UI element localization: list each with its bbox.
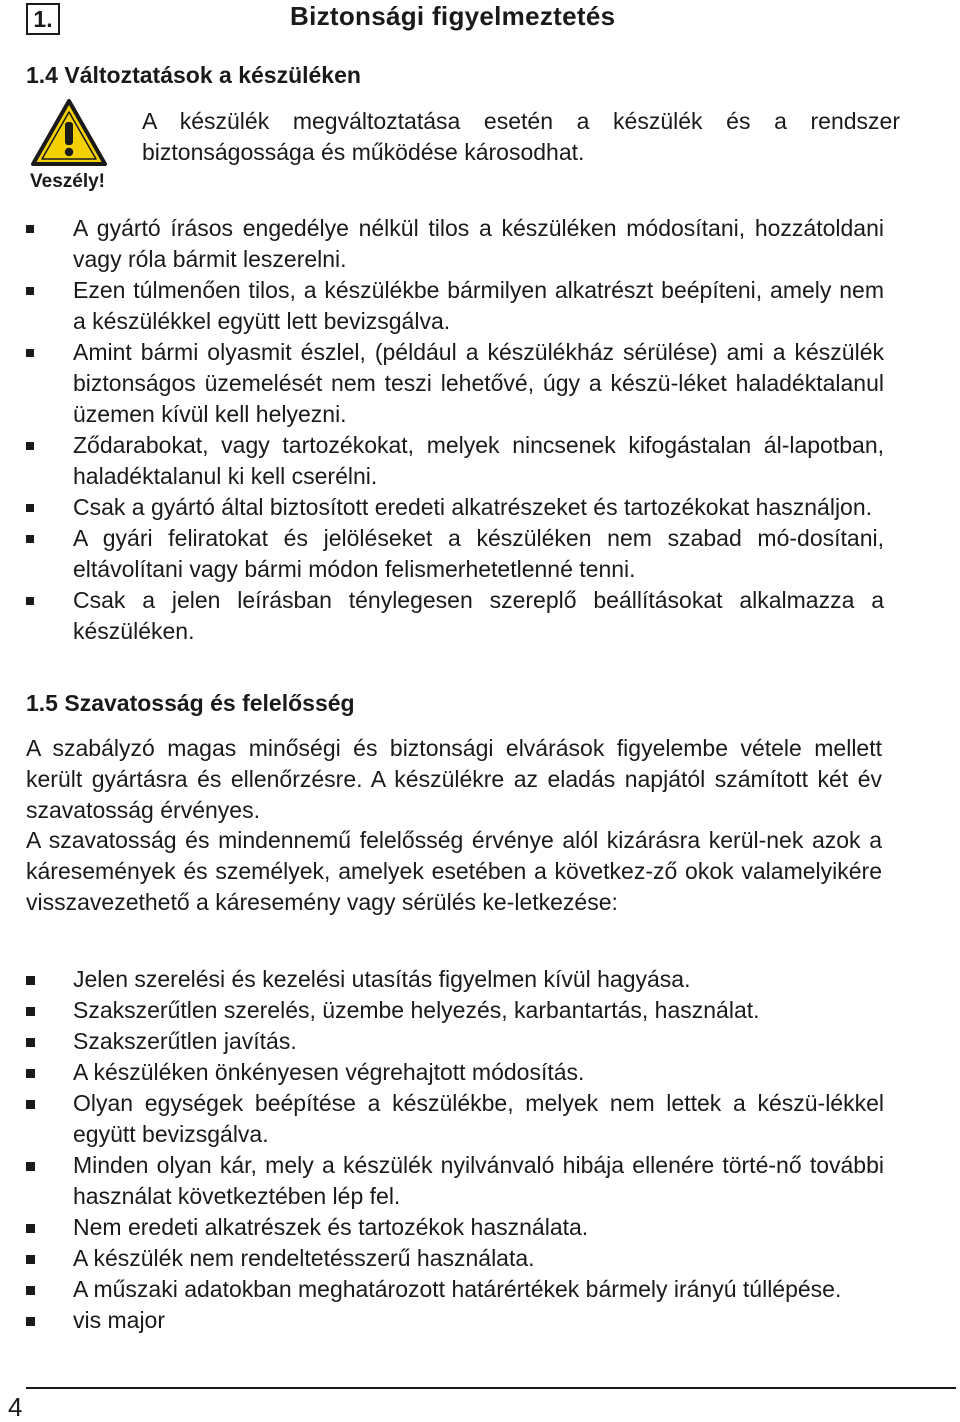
list-item: A gyártó írásos engedélye nélkül tilos a készüléken módosítani, hozzátoldani vagy róla bármit leszerelni. bbox=[26, 213, 884, 275]
changes-bullet-list bbox=[26, 213, 884, 647]
bullet-icon bbox=[26, 1255, 35, 1264]
list-item: A készülék nem rendeltetésszerű használata. bbox=[26, 1243, 884, 1274]
bullet-icon bbox=[26, 442, 34, 450]
list-item: A műszaki adatokban meghatározott határértékek bármely irányú túllépése. bbox=[26, 1274, 884, 1305]
warning-text: A készülék megváltoztatása esetén a készülék és a rendszer biztonságossága és működése károsodhat. bbox=[142, 108, 900, 165]
bullet-icon bbox=[26, 1162, 35, 1171]
bullet-icon bbox=[26, 1317, 35, 1326]
list-item: vis major bbox=[26, 1305, 884, 1336]
list-item: Csak a gyártó által biztosított eredeti alkatrészeket és tartozékokat használjon. bbox=[26, 492, 884, 523]
warning-triangle-icon bbox=[30, 98, 108, 168]
bullet-icon bbox=[26, 535, 34, 543]
section-title-changes: 1.4 Változtatások a készüléken bbox=[26, 62, 361, 88]
bullet-icon bbox=[26, 1007, 35, 1016]
section-title-warranty: 1.5 Szavatosság és felelősség bbox=[26, 690, 355, 716]
list-item: Amint bármi olyasmit észlel, (például a készülékház sérülése) ami a készülék biztonságos üzemelését nem teszi lehetővé, úgy a készü-léket haladéktalanul üzemen kívül kell helyezni. bbox=[26, 337, 884, 430]
list-item: Minden olyan kár, mely a készülék nyilvánvaló hibája ellenére törté-nő további használat következtében lép fel. bbox=[26, 1150, 884, 1212]
list-item: Csak a jelen leírásban ténylegesen szereplő beállításokat alkalmazza a készüléken. bbox=[26, 585, 884, 647]
list-item: Nem eredeti alkatrészek és tartozékok használata. bbox=[26, 1212, 884, 1243]
footer-divider bbox=[26, 1387, 956, 1389]
warranty-paragraph: A szabályzó magas minőségi és biztonsági elvárások figyelembe vétele mellett került gyártásra és ellenőrzésre. A készülékre az eladás napjától számított két év szavatosság érvényes. bbox=[26, 735, 882, 823]
list-item: Ezen túlmenően tilos, a készülékbe bármilyen alkatrészt beépíteni, amely nem a készülékkel együtt lett bevizsgálva. bbox=[26, 275, 884, 337]
page-header-title: Biztonsági figyelmeztetés bbox=[290, 1, 616, 31]
bullet-icon bbox=[26, 1224, 35, 1233]
list-item: A gyári feliratokat és jelöléseket a készüléken nem szabad mó-dosítani, eltávolítani vagy bármi módon felismerhetetlenné tenni. bbox=[26, 523, 884, 585]
bullet-icon bbox=[26, 504, 34, 512]
list-item: Jelen szerelési és kezelési utasítás figyelmen kívül hagyása. bbox=[26, 964, 884, 995]
exclusions-bullet-list bbox=[26, 964, 884, 1336]
bullet-icon bbox=[26, 1100, 35, 1109]
list-item: A készüléken önkényesen végrehajtott módosítás. bbox=[26, 1057, 884, 1088]
exclusion-paragraph: A szavatosság és mindennemű felelősség érvénye alól kizárásra kerül-nek azok a káresemények és személyek, amelyek esetében a következ-ző okok valamelyikére visszavezethető a káresemény vagy sérülés ke-letkezése: bbox=[26, 827, 882, 915]
bullet-icon bbox=[26, 287, 34, 295]
list-item: Ződarabokat, vagy tartozékokat, melyek nincsenek kifogástalan ál-lapotban, haladéktalanul ki kell cserélni. bbox=[26, 430, 884, 492]
bullet-icon bbox=[26, 1038, 35, 1047]
bullet-icon bbox=[26, 349, 34, 357]
chapter-number: 1. bbox=[26, 3, 60, 35]
list-item: Szakszerűtlen javítás. bbox=[26, 1026, 884, 1057]
bullet-icon bbox=[26, 1286, 35, 1295]
warning-label: Veszély! bbox=[30, 171, 105, 192]
bullet-icon bbox=[26, 1069, 35, 1078]
bullet-icon bbox=[26, 597, 34, 605]
list-item: Szakszerűtlen szerelés, üzembe helyezés, karbantartás, használat. bbox=[26, 995, 884, 1026]
page-number: 4 bbox=[8, 1392, 23, 1422]
list-item: Olyan egységek beépítése a készülékbe, melyek nem lettek a készü-lékkel együtt bevizsgálva. bbox=[26, 1088, 884, 1150]
bullet-icon bbox=[26, 976, 35, 985]
bullet-icon bbox=[26, 225, 34, 233]
